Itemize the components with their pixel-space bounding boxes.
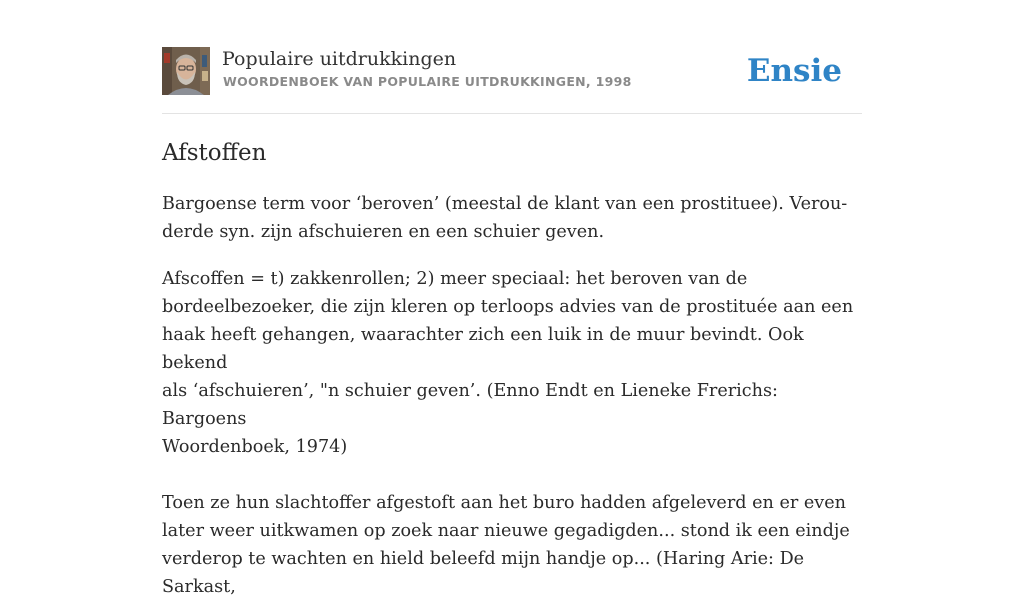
author-portrait-icon xyxy=(162,47,210,95)
entry-page xyxy=(162,0,862,597)
entry-title: Afstoffen xyxy=(162,140,267,166)
ensie-logo[interactable]: Ensie xyxy=(746,53,842,89)
entry-paragraph: Bargoense term voor ‘beroven’ (meestal de klant van een prostituee). Verou- derde syn. zijn afschuieren en een schuier geven. xyxy=(162,194,848,242)
header-divider xyxy=(162,113,862,114)
entry-paragraph: Afscoffen = t) zakkenrollen; 2) meer speciaal: het beroven van de bordeelbezoeker, die zijn kleren op terloops advies van de prostituée aan een haak heeft gehangen, waarachter zich een luik in de muur bevindt. Ook bekend als ‘afschuieren’, "n schuier geven’. (Enno Endt en Lieneke Frerichs: Bargoens Woordenboek, 1974) Toen ze hun slachtoffer afgestoft aan het buro hadden afgeleverd en er even later weer uitkwamen op zoek naar nieuwe gegadigden... stond ik een eindje verderop te wachten en hield beleefd mijn handje op... (Haring Arie: De Sarkast, xyxy=(162,269,854,597)
entry-body xyxy=(162,190,862,601)
source-header xyxy=(162,47,862,95)
source-subtitle: WOORDENBOEK VAN POPULAIRE UITDRUKKINGEN, 1998 xyxy=(223,74,632,89)
avatar[interactable] xyxy=(162,47,210,95)
source-title[interactable]: Populaire uitdrukkingen xyxy=(222,48,457,70)
